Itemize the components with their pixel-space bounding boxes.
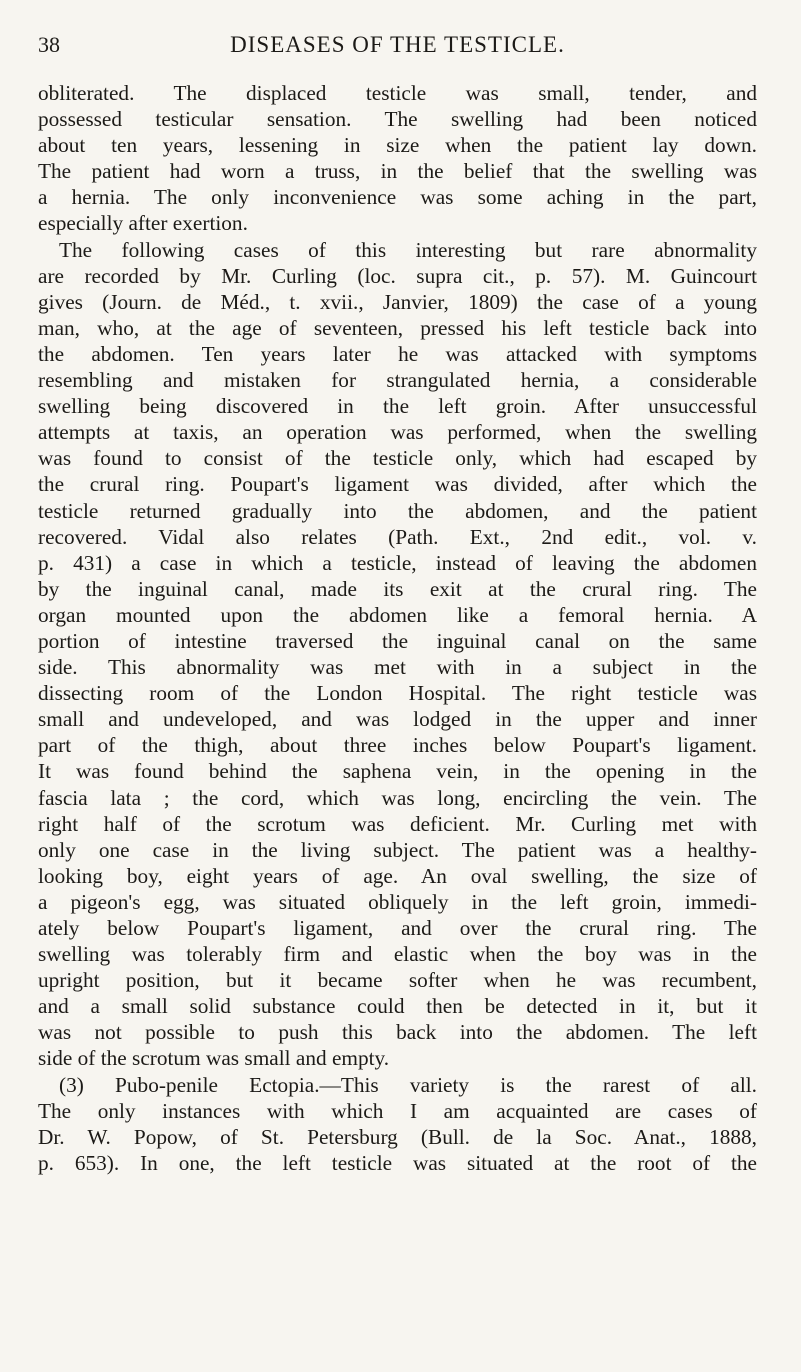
text-line: only one case in the living subject. The patient was a healthy- bbox=[38, 837, 757, 862]
text-line: Dr. W. Popow, of St. Petersburg (Bull. de la Soc. Anat., 1888, bbox=[38, 1124, 757, 1149]
text-line: (3) Pubo-penile Ectopia.—This variety is the rarest of all. bbox=[59, 1072, 757, 1097]
text-line: part of the thigh, about three inches below Poupart's ligament. bbox=[38, 733, 757, 758]
page-header bbox=[38, 30, 757, 60]
text-line: small and undeveloped, and was lodged in the upper and inner bbox=[38, 707, 757, 732]
page-number: 38 bbox=[38, 32, 60, 57]
running-head: DISEASES OF THE TESTICLE. bbox=[230, 32, 565, 57]
text-line: obliterated. The displaced testicle was small, tender, and bbox=[38, 81, 757, 105]
text-line: about ten years, lessening in size when the patient lay down. bbox=[38, 133, 757, 158]
text-line: dissecting room of the London Hospital. The right testicle was bbox=[38, 681, 757, 706]
text-line: fascia lata ; the cord, which was long, encircling the vein. The bbox=[38, 785, 757, 810]
text-line: right half of the scrotum was deficient. Mr. Curling met with bbox=[38, 811, 757, 836]
text-line: swelling being discovered in the left groin. After unsuccessful bbox=[38, 394, 757, 419]
text-line: by the inguinal canal, made its exit at the crural ring. The bbox=[38, 576, 757, 601]
body-text bbox=[38, 80, 757, 1176]
text-line: resembling and mistaken for strangulated hernia, a considerable bbox=[38, 368, 757, 393]
text-line: organ mounted upon the abdomen like a femoral hernia. A bbox=[38, 602, 757, 627]
text-line: looking boy, eight years of age. An oval swelling, the size of bbox=[38, 863, 757, 888]
text-line: recovered. Vidal also relates (Path. Ext., 2nd edit., vol. v. bbox=[38, 524, 757, 549]
text-line: The only instances with which I am acquainted are cases of bbox=[38, 1098, 757, 1123]
text-line: ately below Poupart's ligament, and over the crural ring. The bbox=[38, 916, 757, 940]
text-line: a hernia. The only inconvenience was some aching in the part, bbox=[38, 185, 757, 210]
text-line: The following cases of this interesting but rare abnormality bbox=[59, 237, 757, 262]
text-line: the crural ring. Poupart's ligament was divided, after which the bbox=[38, 472, 757, 497]
text-line: upright position, but it became softer when he was recumbent, bbox=[38, 968, 757, 993]
text-line: The patient had worn a truss, in the belief that the swelling was bbox=[38, 159, 757, 184]
text-line: was not possible to push this back into the abdomen. The left bbox=[38, 1020, 757, 1045]
text-line: especially after exertion. bbox=[38, 211, 248, 236]
text-line: testicle returned gradually into the abdomen, and the patient bbox=[38, 498, 757, 523]
text-line: a pigeon's egg, was situated obliquely in the left groin, immedi- bbox=[38, 889, 757, 914]
text-line: It was found behind the saphena vein, in the opening in the bbox=[38, 759, 757, 784]
text-line: p. 431) a case in which a testicle, instead of leaving the abdomen bbox=[38, 550, 757, 575]
text-line: man, who, at the age of seventeen, pressed his left testicle back into bbox=[38, 315, 757, 340]
text-line: was found to consist of the testicle only, which had escaped by bbox=[38, 446, 757, 471]
text-line: side. This abnormality was met with in a subject in the bbox=[38, 655, 757, 680]
text-line: side of the scrotum was small and empty. bbox=[38, 1046, 390, 1071]
text-line: and a small solid substance could then be detected in it, but it bbox=[38, 994, 757, 1019]
text-line: portion of intestine traversed the inguinal canal on the same bbox=[38, 628, 757, 653]
text-line: possessed testicular sensation. The swelling had been noticed bbox=[38, 107, 757, 132]
text-line: the abdomen. Ten years later he was attacked with symptoms bbox=[38, 341, 757, 366]
text-line: p. 653). In one, the left testicle was situated at the root of the bbox=[38, 1150, 757, 1175]
text-line: attempts at taxis, an operation was performed, when the swelling bbox=[38, 420, 757, 445]
text-line: swelling was tolerably firm and elastic when the boy was in the bbox=[38, 942, 757, 967]
text-line: are recorded by Mr. Curling (loc. supra cit., p. 57). M. Guincourt bbox=[38, 263, 757, 288]
text-line: gives (Journ. de Méd., t. xvii., Janvier, 1809) the case of a young bbox=[38, 289, 757, 314]
